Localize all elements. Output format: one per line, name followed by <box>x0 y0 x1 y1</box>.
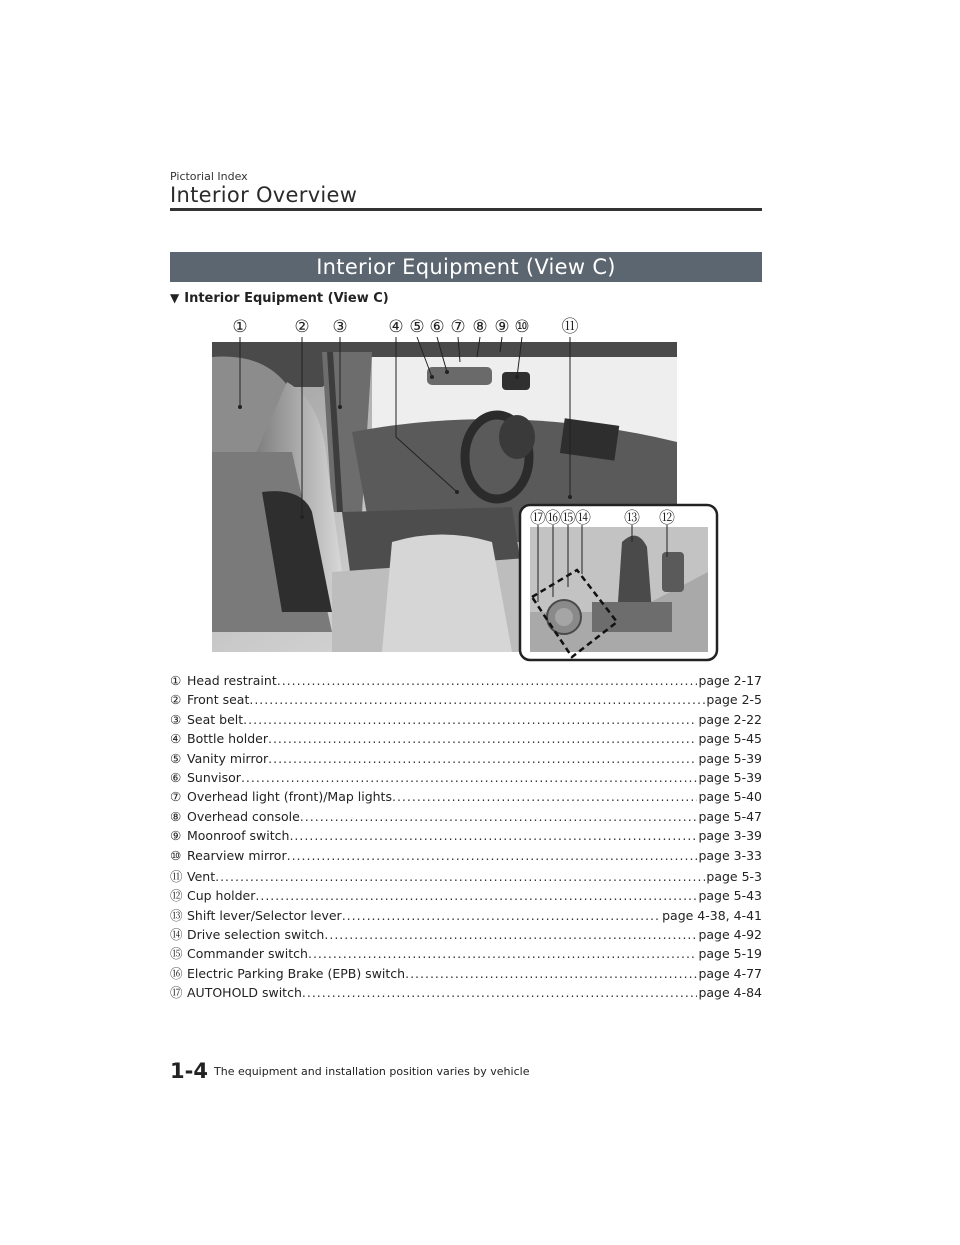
list-item <box>170 751 762 770</box>
item-name: Head restraint <box>187 673 277 688</box>
list-item <box>170 886 762 905</box>
list-item <box>170 692 762 711</box>
item-number: ③ <box>170 711 182 727</box>
page-reference[interactable]: page 4-92 <box>698 927 762 943</box>
callout-7: ⑦ <box>450 317 466 337</box>
page-reference[interactable]: page 5-39 <box>698 769 762 785</box>
item-name: Electric Parking Brake (EPB) switch <box>187 965 406 981</box>
item-name: Seat belt <box>187 711 244 727</box>
callout-4: ④ <box>388 317 404 337</box>
overhead-console <box>427 367 492 385</box>
item-number: ⑬ <box>170 907 183 923</box>
item-name: Commander switch <box>187 946 308 962</box>
item-name: Cup holder <box>187 888 256 904</box>
page-reference[interactable]: page 5-47 <box>698 808 762 824</box>
dot-leader <box>308 946 697 961</box>
callout-14: ⑭ <box>574 508 592 527</box>
list-item <box>170 964 762 983</box>
item-number: ④ <box>170 731 182 747</box>
list-item <box>170 770 762 789</box>
subheading <box>170 291 389 306</box>
dot-leader <box>249 692 705 707</box>
rearview-mirror <box>502 372 530 390</box>
page-reference[interactable]: page 2-17 <box>698 673 762 688</box>
page-title: Interior Overview <box>170 183 358 207</box>
shift-console-inset <box>520 505 717 660</box>
item-number: ⑦ <box>170 789 182 805</box>
item-name: Vanity mirror <box>187 750 269 766</box>
list-item <box>170 828 762 847</box>
callout-6: ⑥ <box>429 317 445 337</box>
instrument-cluster <box>499 415 535 459</box>
page-reference[interactable]: page 4-38, 4-41 <box>662 907 762 923</box>
dot-leader <box>302 985 698 1000</box>
dot-leader <box>243 712 697 727</box>
dot-leader <box>342 908 661 923</box>
item-number: ⑮ <box>170 946 183 962</box>
callout-10: ⑩ <box>514 317 530 337</box>
dot-leader <box>324 927 697 942</box>
list-item <box>170 789 762 808</box>
dot-leader <box>405 966 697 981</box>
item-name: Bottle holder <box>187 731 268 747</box>
dot-leader <box>392 789 697 804</box>
dot-leader <box>268 751 697 766</box>
item-name: AUTOHOLD switch <box>187 985 302 1001</box>
item-number: ⑯ <box>170 965 183 981</box>
item-number: ⑰ <box>170 985 183 1001</box>
item-number: ⑫ <box>170 888 183 904</box>
item-name: Overhead console <box>187 808 300 824</box>
triangle-down-icon: ▼ <box>170 291 180 305</box>
item-name: Drive selection switch <box>187 927 325 943</box>
item-number: ⑨ <box>170 828 182 844</box>
callout-3: ③ <box>332 317 348 337</box>
item-number: ⑩ <box>170 847 182 863</box>
list-item <box>170 712 762 731</box>
list-item <box>170 867 762 886</box>
page-reference[interactable]: page 3-33 <box>698 847 762 863</box>
page-reference[interactable]: page 4-84 <box>698 985 762 1001</box>
callout-8: ⑧ <box>472 317 488 337</box>
page-reference[interactable]: page 2-5 <box>706 692 762 708</box>
callout-5: ⑤ <box>409 317 425 337</box>
page-reference[interactable]: page 4-77 <box>698 965 762 981</box>
dot-leader <box>289 828 697 843</box>
callout-11: ⑪ <box>561 317 579 337</box>
dot-leader <box>300 809 698 824</box>
item-number: ⑧ <box>170 808 182 824</box>
list-item <box>170 925 762 944</box>
page-number: 1-4 <box>170 1059 208 1083</box>
item-name: Shift lever/Selector lever <box>187 907 342 923</box>
item-number: ⑭ <box>170 927 183 943</box>
page-reference[interactable]: page 5-39 <box>698 750 762 766</box>
callout-1: ① <box>232 317 248 337</box>
title-rule <box>170 208 762 211</box>
list-item <box>170 848 762 867</box>
item-name: Moonroof switch <box>187 828 290 844</box>
item-name: Vent <box>187 868 216 884</box>
callout-13: ⑬ <box>623 508 641 527</box>
callout-16: ⑯ <box>544 508 562 527</box>
cup-holder <box>662 552 684 592</box>
dot-leader <box>215 869 705 884</box>
callout-15: ⑮ <box>559 508 577 527</box>
item-number: ⑤ <box>170 750 182 766</box>
dot-leader <box>241 770 697 785</box>
list-item <box>170 673 762 692</box>
item-name: Front seat <box>187 692 250 708</box>
callout-9: ⑨ <box>494 317 510 337</box>
subheading-text: Interior Equipment (View C) <box>184 291 389 306</box>
item-name: Rearview mirror <box>187 847 287 863</box>
callout-12: ⑫ <box>658 508 676 527</box>
list-item <box>170 906 762 925</box>
section-label: Pictorial Index <box>170 170 248 183</box>
dot-leader <box>255 888 697 903</box>
dot-leader <box>277 673 698 688</box>
callout-2: ② <box>294 317 310 337</box>
section-banner: Interior Equipment (View C) <box>170 252 762 282</box>
page-reference[interactable]: page 5-40 <box>698 789 762 805</box>
callout-list <box>170 673 762 1003</box>
item-number: ⑥ <box>170 769 182 785</box>
list-item <box>170 809 762 828</box>
page-reference[interactable]: page 5-43 <box>698 888 762 904</box>
dot-leader <box>268 731 697 746</box>
callout-17: ⑰ <box>529 508 547 527</box>
page-reference[interactable]: page 5-3 <box>706 868 762 884</box>
item-number: ② <box>170 692 182 708</box>
item-number: ① <box>170 673 182 688</box>
item-name: Sunvisor <box>187 769 241 785</box>
page-reference[interactable]: page 2-22 <box>698 711 762 727</box>
list-item <box>170 944 762 963</box>
page-reference[interactable]: page 5-19 <box>698 946 762 962</box>
footer-note: The equipment and installation position varies by vehicle <box>214 1065 530 1078</box>
dot-leader <box>287 848 698 863</box>
item-name: Overhead light (front)/Map lights <box>187 789 392 805</box>
list-item <box>170 983 762 1002</box>
item-number: ⑪ <box>170 868 183 884</box>
interior-illustration <box>212 312 722 662</box>
page-reference[interactable]: page 3-39 <box>698 828 762 844</box>
list-item <box>170 731 762 750</box>
page-reference[interactable]: page 5-45 <box>698 731 762 747</box>
